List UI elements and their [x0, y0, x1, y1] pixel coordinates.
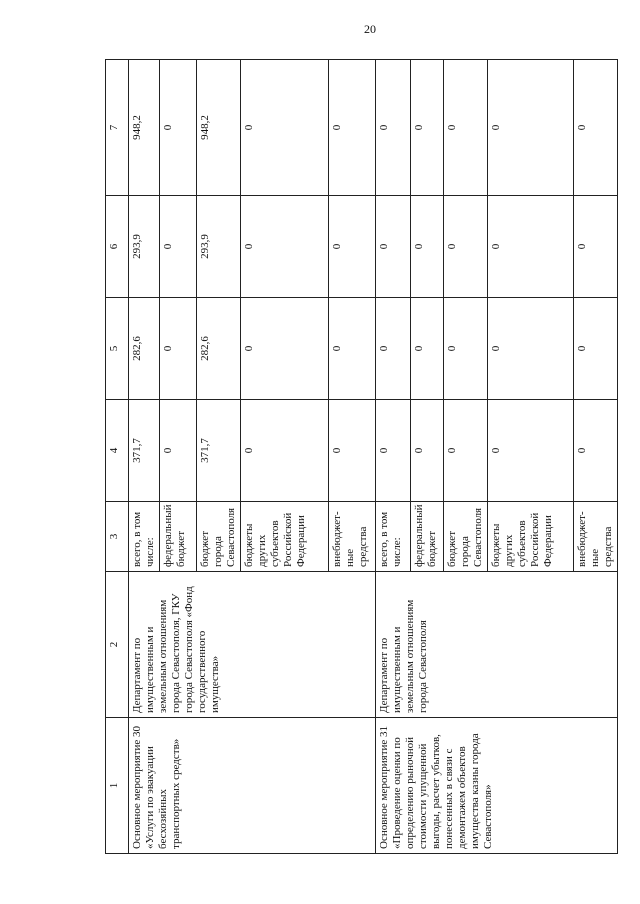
value-cell: 0	[488, 60, 574, 196]
value-cell: 371,7	[129, 400, 160, 502]
value-cell: 0	[329, 400, 376, 502]
value-cell: 0	[444, 400, 488, 502]
activity-executor: Департамент по имущественным и земельным отношениям города Севастополя	[376, 572, 618, 718]
value-cell: 0	[376, 400, 411, 502]
value-cell: 0	[488, 298, 574, 400]
value-cell: 948,2	[197, 60, 241, 196]
rotated-table-container	[105, 60, 614, 854]
value-cell: 0	[444, 60, 488, 196]
program-table	[105, 59, 618, 854]
header-cell: 1	[106, 718, 129, 854]
activity-executor: Департамент по имущественным и земельным отношениям города Севастополя, ГКУ города Севастополя «Фонд государственного имущества»	[129, 572, 376, 718]
value-cell: 0	[241, 298, 329, 400]
value-cell: 0	[376, 298, 411, 400]
funding-source: всего, в том числе:	[129, 502, 160, 572]
value-cell: 0	[574, 298, 618, 400]
value-cell: 0	[376, 196, 411, 298]
page-number: 20	[364, 22, 376, 36]
value-cell: 0	[241, 196, 329, 298]
header-cell: 4	[106, 400, 129, 502]
activity-name: Основное мероприятие 31 «Проведение оценки по определению рыночной стоимости упущенной выгоды, расчет убытков, понесенных в связи с демонтажем объектов имущества казны города Севастополя»	[376, 718, 618, 854]
table-row	[129, 60, 160, 854]
value-cell: 0	[411, 196, 444, 298]
funding-source: бюджеты других субъектов Российской Федерации	[241, 502, 329, 572]
funding-source: бюджеты других субъектов Российской Федерации	[488, 502, 574, 572]
value-cell: 293,9	[197, 196, 241, 298]
value-cell: 282,6	[197, 298, 241, 400]
activity-name: Основное мероприятие 30 «Услуги по эвакуации бесхозяйных транспортных средств»	[129, 718, 376, 854]
funding-source: бюджет города Севастополя	[444, 502, 488, 572]
value-cell: 0	[488, 196, 574, 298]
header-cell: 5	[106, 298, 129, 400]
value-cell: 0	[411, 60, 444, 196]
value-cell: 0	[329, 60, 376, 196]
value-cell: 0	[160, 196, 197, 298]
value-cell: 0	[160, 298, 197, 400]
value-cell: 293,9	[129, 196, 160, 298]
value-cell: 0	[574, 196, 618, 298]
value-cell: 371,7	[197, 400, 241, 502]
value-cell: 0	[411, 298, 444, 400]
value-cell: 0	[241, 60, 329, 196]
value-cell: 0	[488, 400, 574, 502]
value-cell: 0	[411, 400, 444, 502]
value-cell: 0	[376, 60, 411, 196]
value-cell: 0	[444, 298, 488, 400]
header-cell: 3	[106, 502, 129, 572]
value-cell: 0	[329, 196, 376, 298]
value-cell: 0	[444, 196, 488, 298]
table-row	[376, 60, 411, 854]
header-row	[106, 60, 129, 854]
header-cell: 6	[106, 196, 129, 298]
value-cell: 0	[160, 60, 197, 196]
header-cell: 2	[106, 572, 129, 718]
value-cell: 948,2	[129, 60, 160, 196]
funding-source: федеральный бюджет	[411, 502, 444, 572]
funding-source: федеральный бюджет	[160, 502, 197, 572]
funding-source: внебюджет-ные средства	[329, 502, 376, 572]
value-cell: 0	[160, 400, 197, 502]
value-cell: 0	[574, 60, 618, 196]
value-cell: 0	[329, 298, 376, 400]
header-cell: 7	[106, 60, 129, 196]
value-cell: 282,6	[129, 298, 160, 400]
value-cell: 0	[241, 400, 329, 502]
value-cell: 0	[574, 400, 618, 502]
funding-source: всего, в том числе:	[376, 502, 411, 572]
funding-source: бюджет города Севастополя	[197, 502, 241, 572]
funding-source: внебюджет-ные средства	[574, 502, 618, 572]
